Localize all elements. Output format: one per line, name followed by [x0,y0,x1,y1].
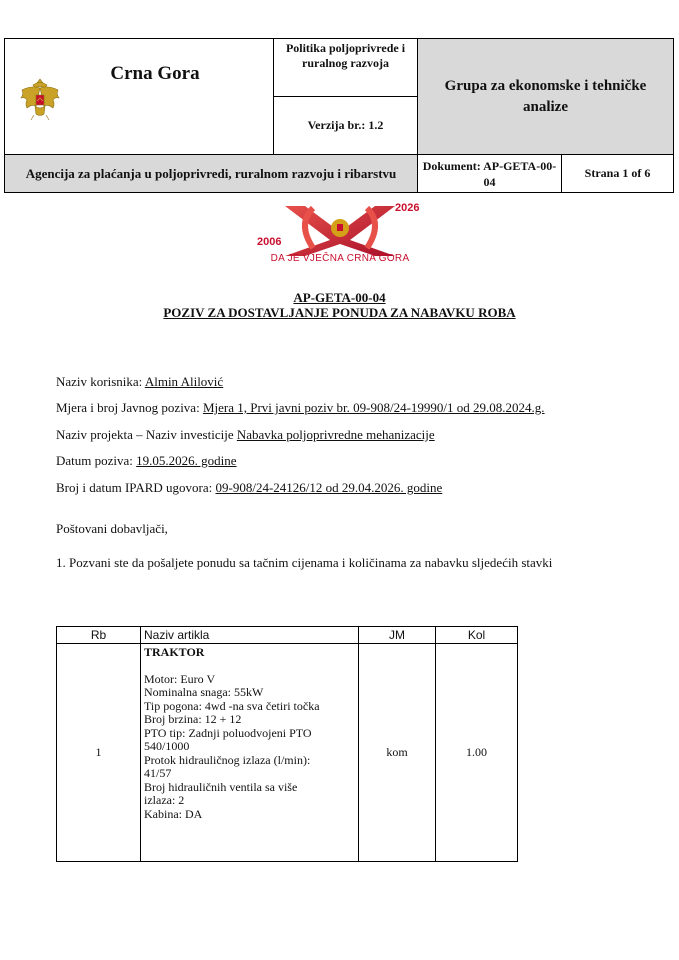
header-item-name: Naziv artikla [141,627,359,644]
items-table [56,626,518,862]
description-line: Kabina: DA [144,806,203,821]
description-line: 540/1000 [144,739,190,753]
description-line: Broj brzina: 12 + 12 [144,712,242,726]
cell-rb: 1 [57,644,141,862]
field-call-date [56,453,237,469]
header-country-cell [5,39,274,155]
description-line: Broj hidrauličnih ventila sa više [144,779,298,794]
version-label: Verzija br.: 1.2 [274,97,418,155]
field-value: Nabavka poljoprivredne mehanizacije [236,427,435,442]
anniversary-logo [245,198,435,270]
policy-label: Politika poljoprivrede i ruralnog razvoja [274,39,418,97]
item-name: TRAKTOR [144,645,205,659]
header-quantity: Kol [436,627,518,644]
logo-year-left: 2006 [257,236,282,248]
field-label: Mjera i broj Javnog poziva: [56,400,203,415]
field-label: Naziv projekta – Naziv investicije [56,427,237,442]
field-beneficiary [56,374,223,390]
description-line: PTO tip: Zadnji poluodvojeni PTO [144,725,312,740]
logo-motto: DA JE VJEČNA CRNA GORA [270,253,410,264]
cell-item-description [141,644,359,862]
field-label: Broj i datum IPARD ugovora: [56,480,216,495]
field-value: 09-908/24-24126/12 od 29.04.2026. godine [215,480,443,495]
description-line: 41/57 [144,766,172,780]
coat-of-arms-icon [17,73,63,123]
description-line: izlaza: 2 [144,793,185,807]
page-number: Strana 1 of 6 [562,155,674,193]
field-value: Almin Alilović [144,374,224,389]
cell-unit: kom [359,644,436,862]
group-label: Grupa za ekonomske i tehničke analize [418,39,674,155]
field-ipard-contract [56,480,442,496]
header-unit: JM [359,627,436,644]
document-subtitle: POZIV ZA DOSTAVLJANJE PONUDA ZA NABAVKU ROBA [163,305,516,320]
field-label: Datum poziva: [56,453,137,468]
country-name: Crna Gora [110,63,200,84]
field-public-call [56,400,545,416]
instruction-item: 1. Pozvani ste da pošaljete ponudu sa tačnim cijenama i količinama za nabavku sljedećih stavki [56,555,553,570]
description-line: Nominalna snaga: 55kW [144,685,264,699]
logo-year-right: 2026 [395,202,420,214]
document-header [4,38,674,155]
document-id: Dokument: AP-GETA-00-04 [418,155,562,193]
table-header-row [57,627,518,644]
document-subheader [4,154,674,193]
cell-quantity: 1.00 [436,644,518,862]
field-value: Mjera 1, Prvi javni poziv br. 09-908/24-19990/1 od 29.08.2024.g. [202,400,545,415]
greeting: Poštovani dobavljači, [56,521,168,536]
description-line: Protok hidrauličnog izlaza (l/min): [144,752,311,767]
field-project [56,427,435,443]
header-rb: Rb [57,627,141,644]
description-line: Tip pogona: 4wd -na sva četiri točka [144,698,320,713]
table-row [57,644,518,862]
agency-label: Agencija za plaćanja u poljoprivredi, ruralnom razvoju i ribarstvu [5,155,418,193]
field-value: 19.05.2026. godine [136,453,237,468]
field-label: Naziv korisnika: [56,374,145,389]
description-line: Motor: Euro V [144,671,216,686]
document-code-title: AP-GETA-00-04 [293,290,386,305]
